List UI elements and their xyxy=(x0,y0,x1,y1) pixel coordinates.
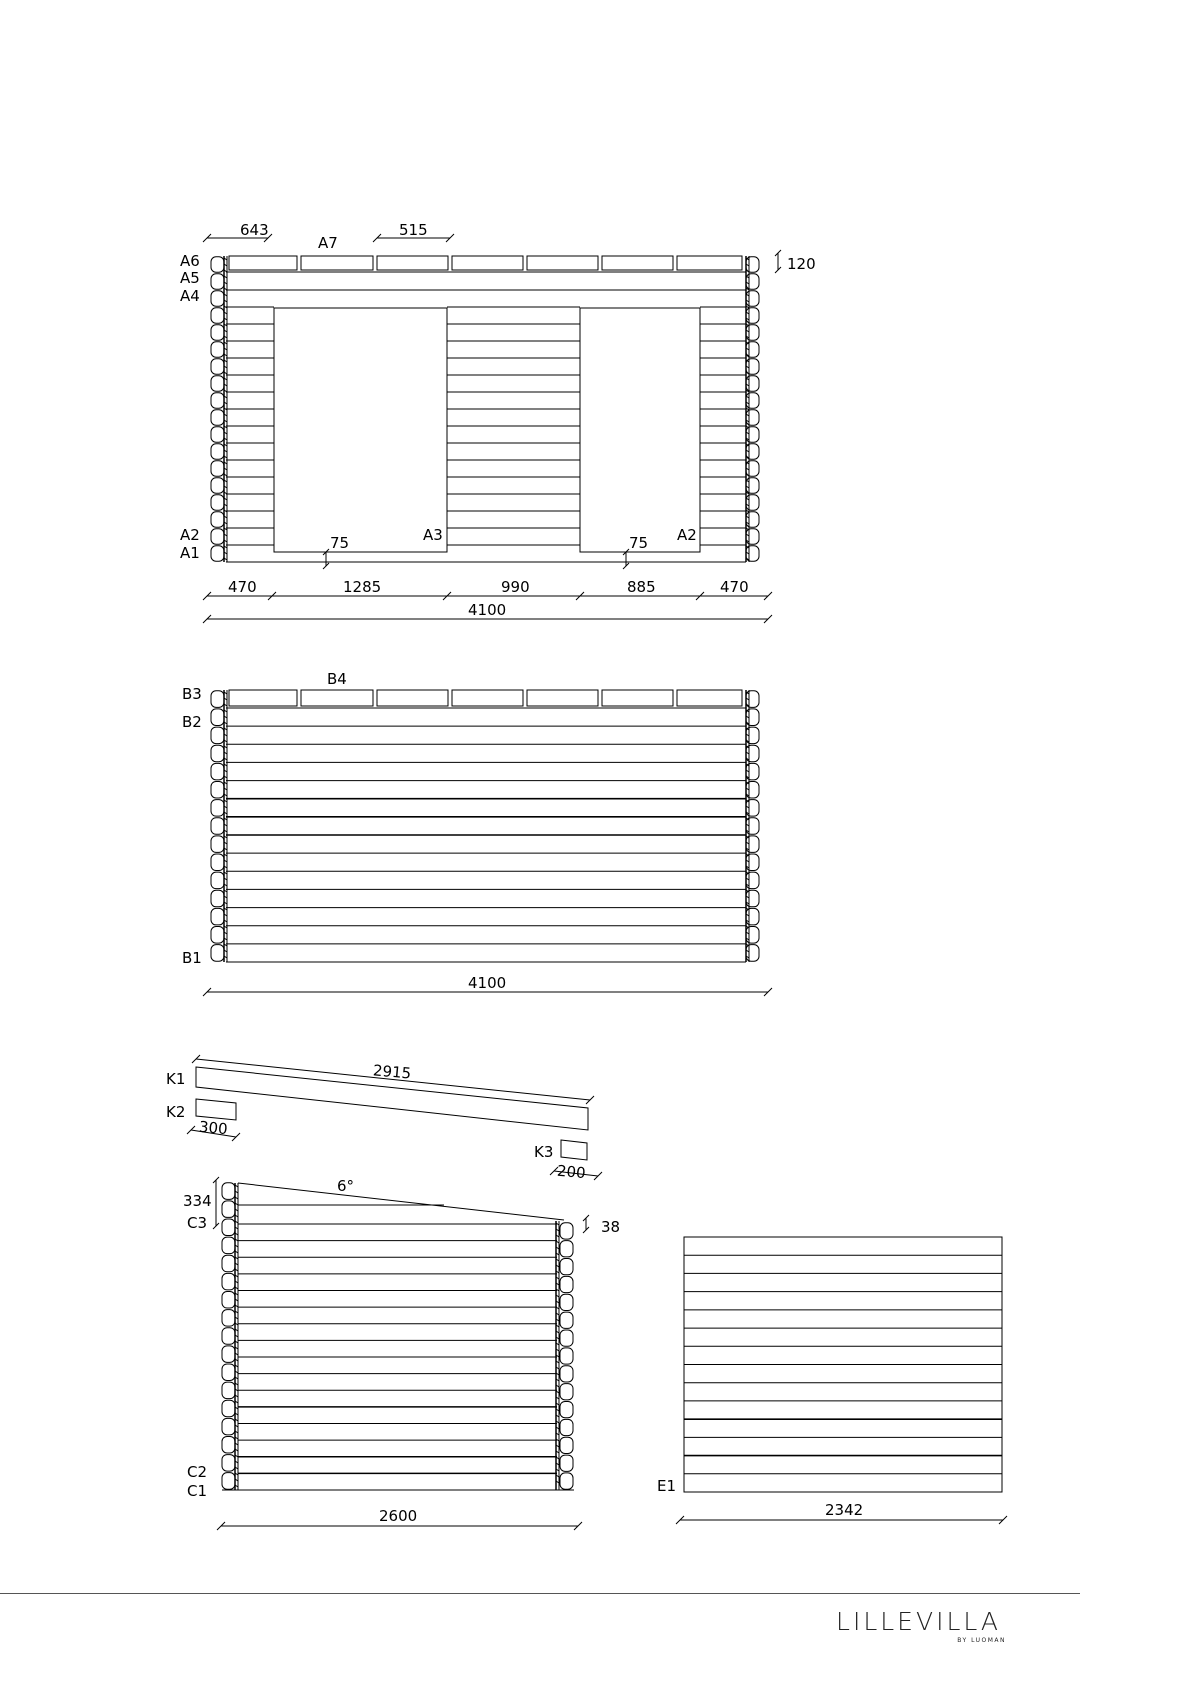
wall-a-dim-bottom-2: 1285 xyxy=(343,578,382,596)
log-end xyxy=(560,1437,573,1453)
top-block xyxy=(229,256,297,270)
log-end xyxy=(211,376,224,391)
log-end xyxy=(746,478,759,493)
log-end xyxy=(211,800,224,817)
brand-subtitle: BY LUOMAN xyxy=(957,1637,1006,1644)
log-end xyxy=(211,890,224,907)
log-end xyxy=(746,890,759,907)
log-end xyxy=(222,1328,235,1345)
log-end xyxy=(746,945,759,962)
log-end xyxy=(560,1419,573,1435)
wall-b-label-b4: B4 xyxy=(327,670,347,688)
log-end xyxy=(211,461,224,476)
log-end xyxy=(560,1276,573,1292)
log-end xyxy=(211,763,224,780)
log-end xyxy=(211,709,224,726)
wall-c-angle: 6° xyxy=(337,1177,355,1195)
log-end xyxy=(211,410,224,425)
wall-b-label-b1: B1 xyxy=(182,949,202,967)
log-end xyxy=(746,854,759,871)
log-end xyxy=(222,1183,235,1200)
wall-b-label-b3: B3 xyxy=(182,685,202,703)
log-end xyxy=(211,836,224,853)
log-end xyxy=(746,410,759,425)
wall-a-label-a6: A6 xyxy=(180,252,200,270)
log-end xyxy=(222,1292,235,1309)
log-end xyxy=(211,745,224,762)
wall-c-label-c3: C3 xyxy=(187,1214,208,1232)
top-block xyxy=(452,690,523,706)
wall-a-label-a1: A1 xyxy=(180,544,200,562)
log-end xyxy=(222,1346,235,1363)
log-end xyxy=(222,1255,235,1272)
wall-a-dim-overall: 4100 xyxy=(468,601,507,619)
log-end xyxy=(211,546,224,561)
wall-c-dim-overall: 2600 xyxy=(379,1507,418,1525)
roof-label-k2: K2 xyxy=(166,1103,186,1121)
log-end xyxy=(211,427,224,442)
log-end xyxy=(211,872,224,889)
log-end xyxy=(746,927,759,944)
wall-e-label-e1: E1 xyxy=(657,1477,677,1495)
wall-a-dim-120: 120 xyxy=(787,255,816,273)
top-block xyxy=(377,690,448,706)
wall-b-label-b2: B2 xyxy=(182,713,202,731)
brand-logo xyxy=(831,1607,1006,1644)
log-end xyxy=(211,359,224,374)
roof-dim-2915: 2915 xyxy=(372,1061,412,1083)
wall-c-label-c2: C2 xyxy=(187,1463,208,1481)
wall-c-dim-334: 334 xyxy=(183,1192,212,1210)
log-end xyxy=(211,478,224,493)
log-end xyxy=(222,1473,235,1490)
wall-a-dim-bottom-4: 885 xyxy=(627,578,656,596)
brand-name: LILLEVILLA xyxy=(836,1607,1001,1636)
log-end xyxy=(211,691,224,708)
log-end xyxy=(746,836,759,853)
log-end xyxy=(211,257,224,272)
log-end xyxy=(746,495,759,510)
log-end xyxy=(560,1366,573,1382)
top-block xyxy=(677,690,742,706)
top-block xyxy=(677,256,742,270)
log-end xyxy=(211,495,224,510)
wall-c-elevation xyxy=(213,1177,589,1530)
log-end xyxy=(211,291,224,306)
log-end xyxy=(222,1237,235,1254)
top-block xyxy=(602,256,673,270)
top-block xyxy=(602,690,673,706)
top-block xyxy=(301,690,373,706)
log-end xyxy=(211,444,224,459)
door-opening xyxy=(274,308,447,552)
wall-e-elevation xyxy=(676,1237,1007,1524)
log-end xyxy=(746,512,759,527)
wall-a-dim-bottom-5: 470 xyxy=(720,578,749,596)
wall-a-dim-643: 643 xyxy=(240,221,269,239)
log-end xyxy=(560,1348,573,1364)
log-end xyxy=(211,512,224,527)
log-end xyxy=(560,1294,573,1310)
wall-a-dim-sill-left: 75 xyxy=(330,534,350,552)
wall-a-label-a3: A3 xyxy=(423,526,443,544)
log-end xyxy=(746,376,759,391)
log-end xyxy=(211,727,224,744)
log-end xyxy=(222,1201,235,1218)
wall-e-dim-overall: 2342 xyxy=(825,1501,864,1519)
log-end xyxy=(746,274,759,289)
log-end xyxy=(560,1223,573,1239)
log-end xyxy=(222,1418,235,1435)
top-block xyxy=(229,690,297,706)
log-end xyxy=(211,945,224,962)
top-block xyxy=(301,256,373,270)
wall-a-label-a2-left: A2 xyxy=(180,526,200,544)
wall-a-label-a4: A4 xyxy=(180,287,200,305)
log-end xyxy=(746,872,759,889)
log-end xyxy=(560,1384,573,1400)
log-end xyxy=(211,781,224,798)
log-end xyxy=(746,393,759,408)
roof-label-k3: K3 xyxy=(534,1143,554,1161)
log-end xyxy=(211,325,224,340)
log-end xyxy=(222,1364,235,1381)
log-end xyxy=(560,1473,573,1489)
log-end xyxy=(560,1330,573,1346)
door-opening xyxy=(580,308,700,552)
wall-a-dim-515: 515 xyxy=(399,221,428,239)
log-end xyxy=(560,1401,573,1417)
log-end xyxy=(222,1382,235,1399)
wall-a-label-a2-right: A2 xyxy=(677,526,697,544)
roof-dim-200: 200 xyxy=(556,1161,587,1183)
log-end xyxy=(211,274,224,289)
log-end xyxy=(560,1455,573,1471)
log-end xyxy=(560,1259,573,1275)
top-block xyxy=(527,690,598,706)
log-end xyxy=(222,1273,235,1290)
wall-a-dim-bottom-3: 990 xyxy=(501,578,530,596)
wall-c-dim-38: 38 xyxy=(601,1218,621,1236)
log-end xyxy=(211,927,224,944)
wall-a-dim-sill-right: 75 xyxy=(629,534,649,552)
log-end xyxy=(560,1241,573,1257)
log-end xyxy=(211,818,224,835)
log-end xyxy=(222,1400,235,1417)
wall-a-elevation xyxy=(203,234,781,623)
log-end xyxy=(211,529,224,544)
roof-block-k3 xyxy=(561,1140,587,1160)
roof-block-k2 xyxy=(196,1099,236,1120)
log-end xyxy=(211,854,224,871)
wall-c-label-c1: C1 xyxy=(187,1482,208,1500)
log-end xyxy=(746,308,759,323)
log-end xyxy=(222,1219,235,1236)
wall-b-dim-overall: 4100 xyxy=(468,974,507,992)
log-end xyxy=(211,908,224,925)
log-end xyxy=(211,342,224,357)
wall-a-label-a5: A5 xyxy=(180,269,200,287)
roof-slope xyxy=(238,1183,564,1220)
roof-dim-300: 300 xyxy=(198,1117,229,1139)
log-end xyxy=(746,908,759,925)
top-block xyxy=(527,256,598,270)
log-end xyxy=(746,291,759,306)
top-block xyxy=(452,256,523,270)
log-end xyxy=(211,308,224,323)
log-end xyxy=(211,393,224,408)
wall-a-dim-bottom-1: 470 xyxy=(228,578,257,596)
log-end xyxy=(560,1312,573,1328)
log-end xyxy=(222,1310,235,1327)
top-block xyxy=(377,256,448,270)
wall-a-label-a7: A7 xyxy=(318,234,338,252)
log-end xyxy=(222,1436,235,1453)
wall-b-elevation xyxy=(203,690,772,996)
log-end xyxy=(222,1455,235,1472)
footer-divider xyxy=(0,1593,1080,1594)
roof-label-k1: K1 xyxy=(166,1070,186,1088)
